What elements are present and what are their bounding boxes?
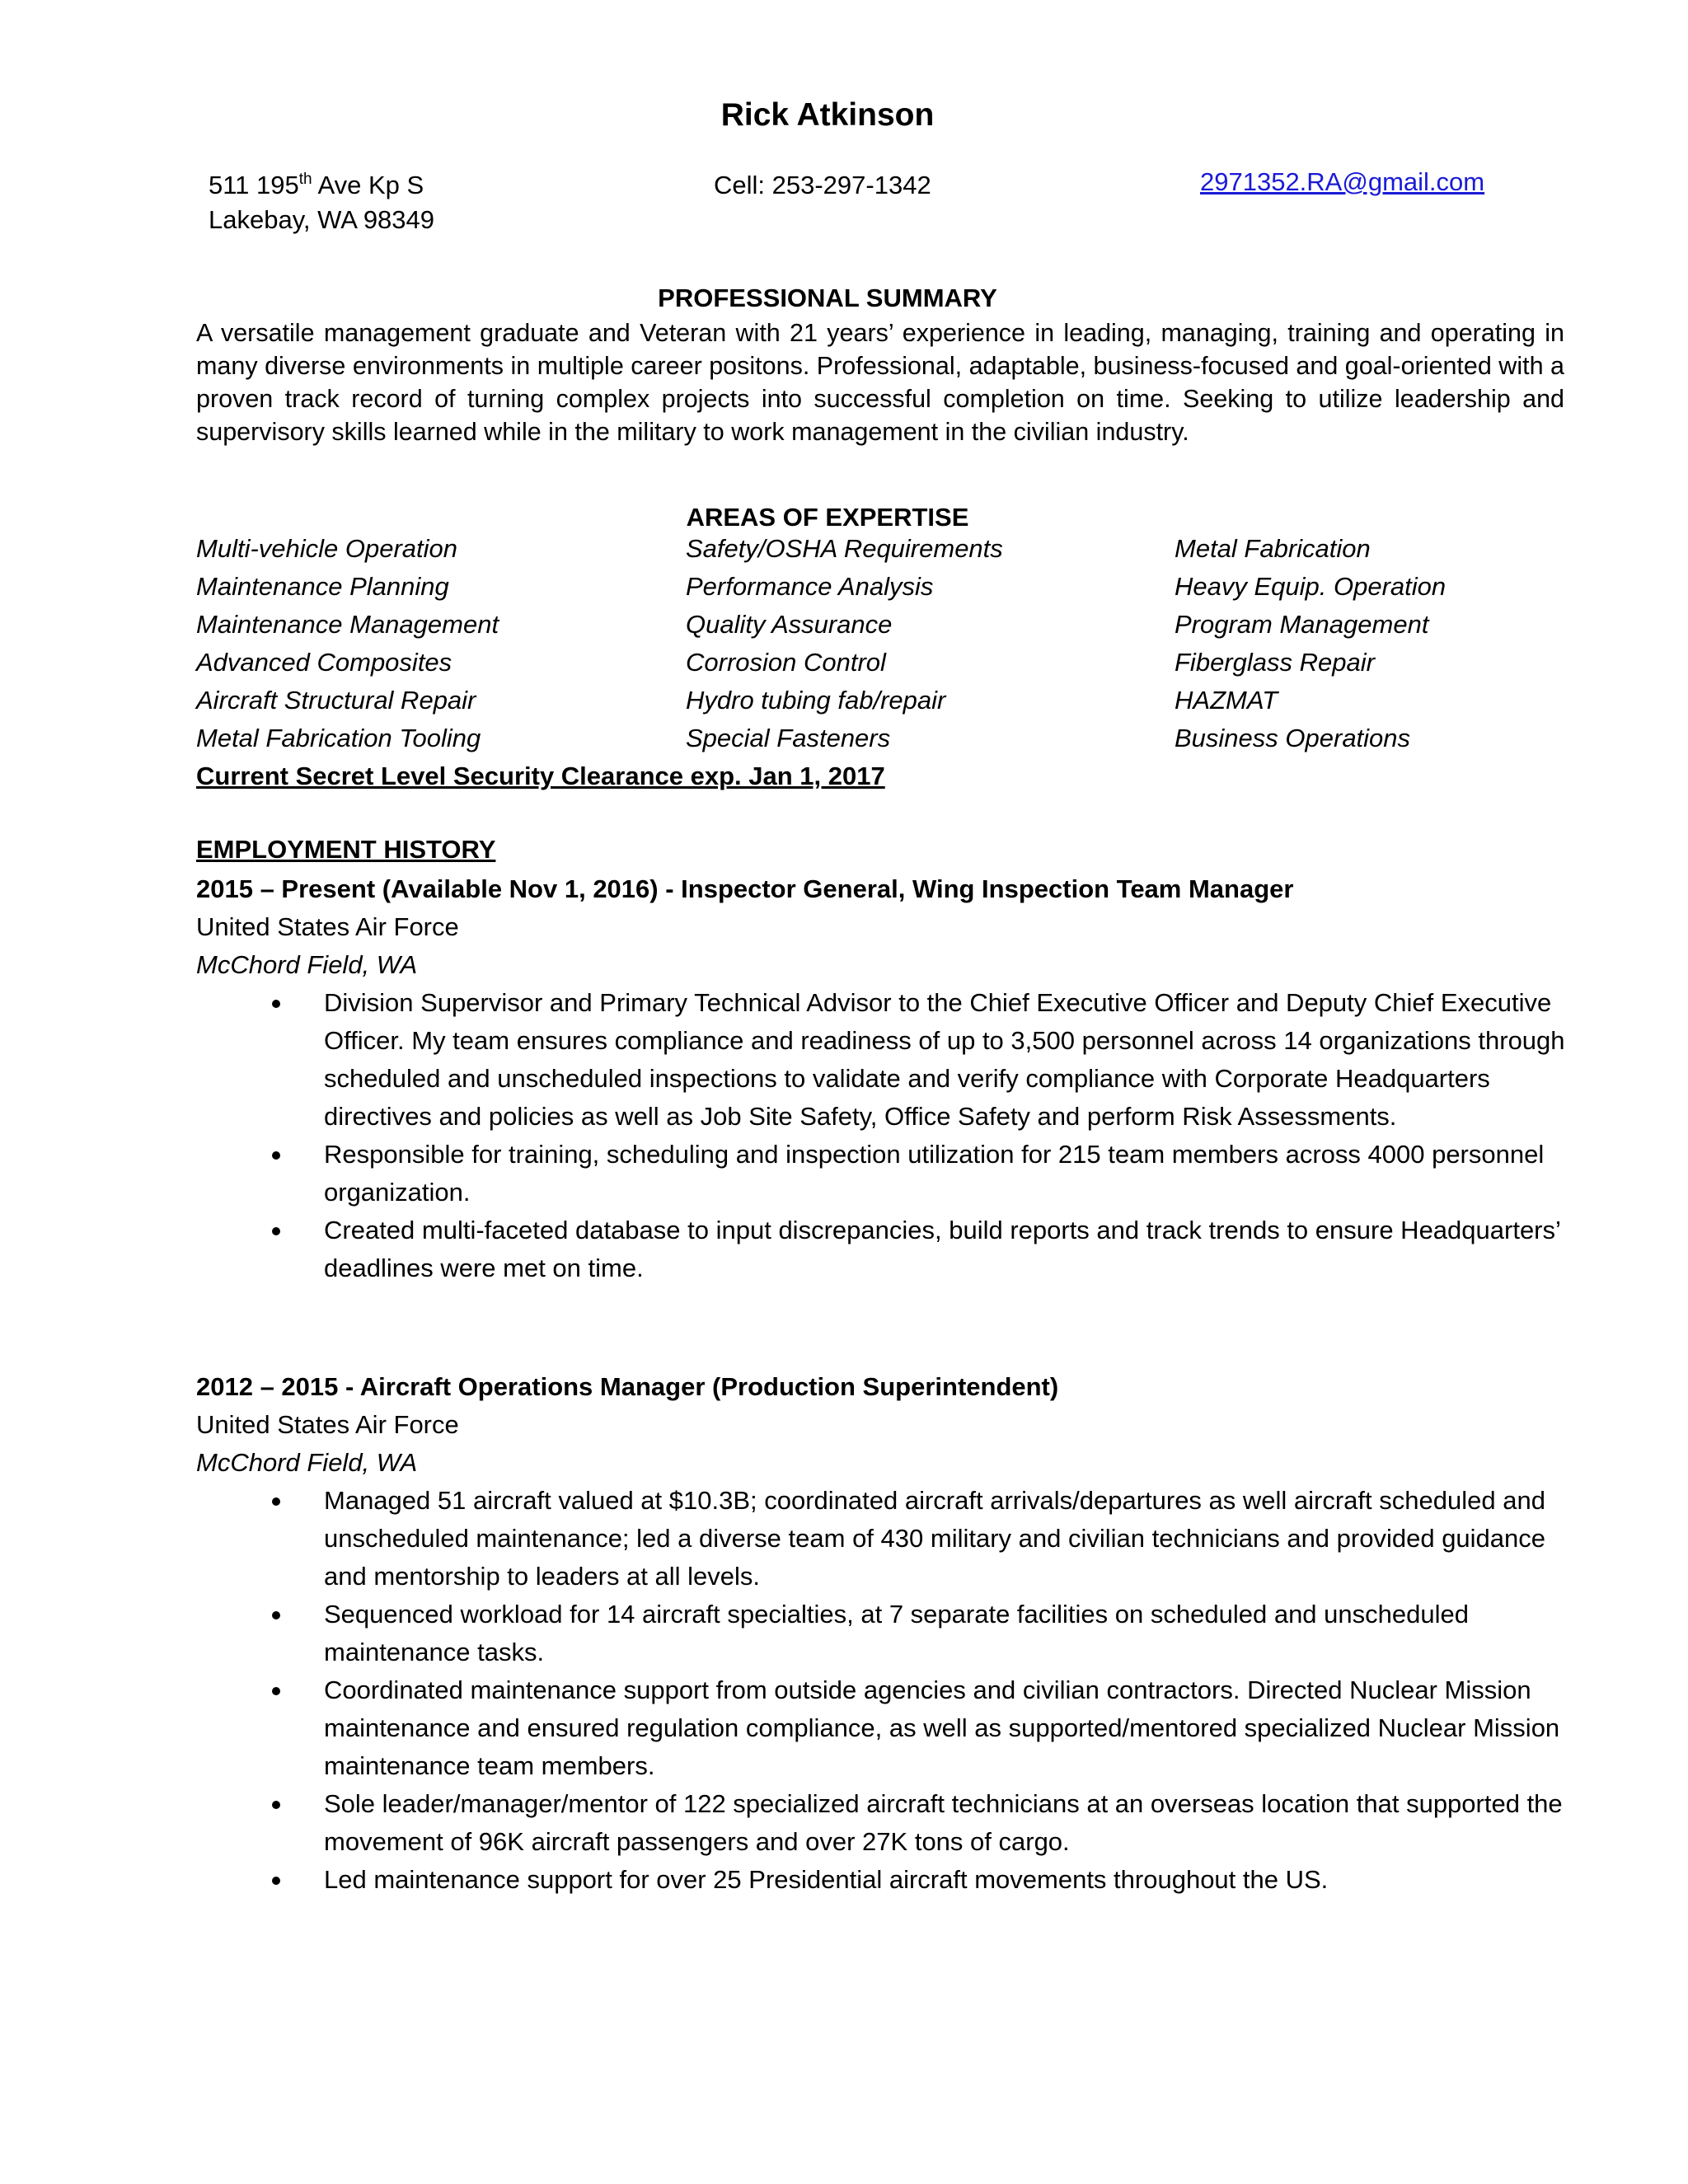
job-title: 2015 – Present (Available Nov 1, 2016) - Inspector General, Wing Inspection Team Manager (196, 874, 1294, 903)
expertise-item: Maintenance Planning (196, 572, 449, 601)
job-bullets (196, 984, 1597, 1287)
expertise-item: Maintenance Management (196, 610, 499, 639)
job-location: McChord Field, WA (196, 950, 418, 979)
expertise-row (196, 686, 1597, 724)
bullet-icon (272, 1611, 280, 1619)
address-line-1: 511 195th Ave Kp S (209, 171, 424, 199)
email-link[interactable]: 2971352.RA@gmail.com (1200, 167, 1485, 196)
address-line-2: Lakebay, WA 98349 (209, 205, 435, 234)
expertise-item: Multi-vehicle Operation (196, 534, 458, 563)
bullet-icon (272, 1687, 280, 1695)
list-item: Sequenced workload for 14 aircraft specialties, at 7 separate facilities on scheduled and unscheduled maintenance tasks. (196, 1596, 1585, 1671)
expertise-item: Performance Analysis (686, 572, 934, 601)
expertise-item: Safety/OSHA Requirements (686, 534, 1003, 563)
expertise-item: Special Fasteners (686, 724, 891, 752)
expertise-item: Business Operations (1175, 724, 1411, 752)
security-clearance: Current Secret Level Security Clearance exp. Jan 1, 2017 (196, 762, 885, 790)
summary-heading: PROFESSIONAL SUMMARY (658, 284, 997, 312)
expertise-item: Metal Fabrication Tooling (196, 724, 481, 752)
bullet-icon (272, 1000, 280, 1008)
expertise-item: Fiberglass Repair (1175, 648, 1375, 677)
list-item: Managed 51 aircraft valued at $10.3B; coordinated aircraft arrivals/departures as well aircraft scheduled and unscheduled maintenance; led a diverse team of 430 military and civilian technicians and provided guidance and mentorship to leaders at all levels. (196, 1482, 1585, 1596)
expertise-row (196, 648, 1597, 686)
bullet-icon (272, 1151, 280, 1160)
summary-text: A versatile management graduate and Veteran with 21 years’ experience in leading, managing, training and operating in many diverse environments in multiple career positons. Professional, adaptable, business-focused and goal-oriented with a proven track record of turning complex projects into successful completion on time. Seeking to utilize leadership and supervisory skills learned while in the military to work management in the civilian industry. (196, 319, 1564, 446)
expertise-heading: AREAS OF EXPERTISE (686, 503, 969, 532)
expertise-row (196, 610, 1597, 648)
list-item: Led maintenance support for over 25 Presidential aircraft movements throughout the US. (196, 1861, 1585, 1899)
expertise-item: Program Management (1175, 610, 1429, 639)
job-title: 2012 – 2015 - Aircraft Operations Manager (Production Superintendent) (196, 1372, 1059, 1401)
job-entry (196, 870, 1597, 1287)
list-item: Division Supervisor and Primary Technical Advisor to the Chief Executive Officer and Deputy Chief Executive Officer. My team ensures compliance and readiness of up to 3,500 personnel across 14 organizations through scheduled and unscheduled inspections to validate and verify compliance with Corporate Headquarters directives and policies as well as Job Site Safety, Office Safety and perform Risk Assessments. (196, 984, 1585, 1136)
expertise-item: HAZMAT (1175, 686, 1278, 715)
list-item: Coordinated maintenance support from outside agencies and civilian contractors. Directed Nuclear Mission maintenance and ensured regulation compliance, as well as supported/mentored specialized Nuclear Mission maintenance team members. (196, 1671, 1585, 1785)
expertise-row (196, 534, 1597, 572)
employment-heading: EMPLOYMENT HISTORY (196, 835, 496, 864)
job-entry (196, 1368, 1597, 1899)
phone-number: Cell: 253-297-1342 (714, 171, 931, 199)
expertise-item: Advanced Composites (196, 648, 452, 677)
bullet-icon (272, 1801, 280, 1809)
expertise-item: Metal Fabrication (1175, 534, 1371, 563)
expertise-item: Aircraft Structural Repair (196, 686, 476, 715)
expertise-item: Heavy Equip. Operation (1175, 572, 1447, 601)
job-location: McChord Field, WA (196, 1448, 418, 1477)
expertise-grid (196, 534, 1597, 762)
address (209, 168, 434, 237)
expertise-row (196, 572, 1597, 610)
job-employer: United States Air Force (196, 1410, 459, 1439)
expertise-item: Hydro tubing fab/repair (686, 686, 946, 715)
list-item: Created multi-faceted database to input discrepancies, build reports and track trends to ensure Headquarters’ deadlines were met on time. (196, 1212, 1585, 1287)
candidate-name: Rick Atkinson (720, 97, 935, 133)
bullet-icon (272, 1227, 280, 1235)
job-bullets (196, 1482, 1597, 1899)
bullet-icon (272, 1877, 280, 1885)
expertise-row (196, 724, 1597, 762)
job-employer: United States Air Force (196, 912, 459, 941)
list-item: Responsible for training, scheduling and inspection utilization for 215 team members across 4000 personnel organization. (196, 1136, 1585, 1212)
expertise-item: Corrosion Control (686, 648, 886, 677)
list-item: Sole leader/manager/mentor of 122 specialized aircraft technicians at an overseas location that supported the movement of 96K aircraft passengers and over 27K tons of cargo. (196, 1785, 1585, 1861)
bullet-icon (272, 1497, 280, 1506)
expertise-item: Quality Assurance (686, 610, 893, 639)
